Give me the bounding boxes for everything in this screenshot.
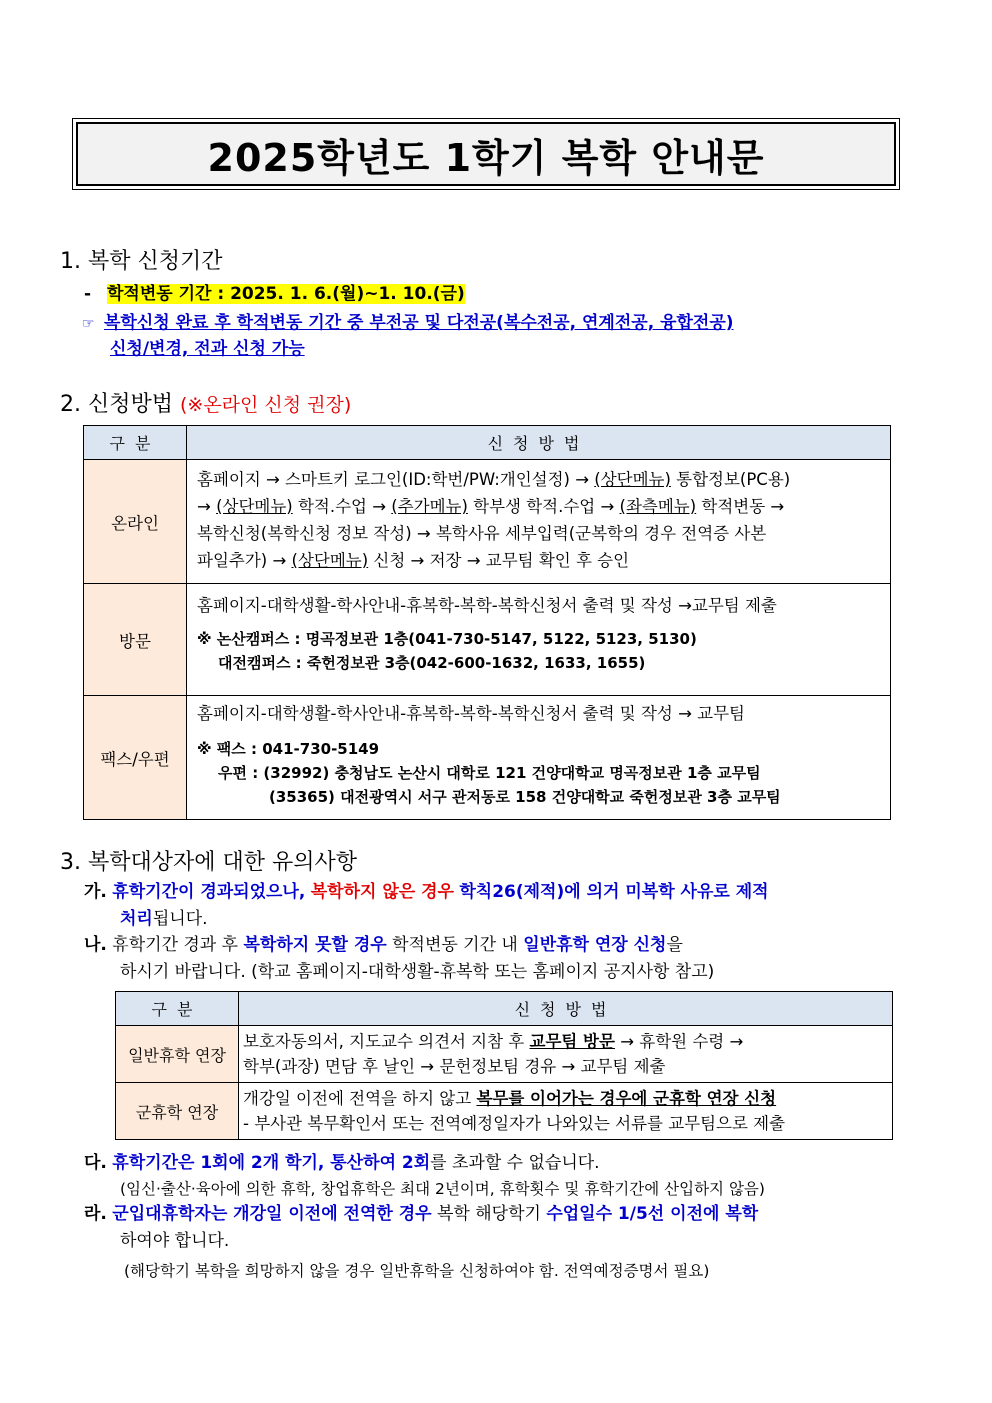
item-da-line1 [84, 1151, 600, 1176]
row-military-label: 군휴학 연장 [116, 1083, 239, 1140]
item-da-note: (임신·출산·육아에 의한 휴학, 창업휴학은 최대 2년이며, 휴학횟수 및 휴학기간에 산입하지 않음) [120, 1180, 765, 1198]
item-ga-p2: 복학하지 않은 경우 [310, 882, 454, 902]
item-ga-p3: 학칙26(제적)에 의거 미복학 사유로 제적 [459, 882, 769, 902]
page-title: 2025학년도 1학기 복학 안내문 [207, 135, 765, 180]
item-ra-p2: 복학 해당학기 [436, 1204, 541, 1224]
item-na-p2: 복학하지 못할 경우 [243, 935, 387, 955]
note-text-1: 복학신청 완료 후 학적변동 기간 중 부전공 및 다전공(복수전공, 연계전공, 융합전공) [103, 313, 734, 333]
online-line-4: 파일추가) → (상단메뉴) 신청 → 저장 → 교무팀 확인 후 승인 [197, 551, 630, 570]
item-ga-line2 [120, 907, 208, 932]
section2-heading-line [60, 391, 351, 419]
fax-sub-1: ※ 팩스 : 041-730-5149 [197, 740, 380, 758]
row-fax-content [187, 696, 891, 820]
general-line-2: 학부(과장) 면담 후 날인 → 문헌정보팀 경유 → 교무팀 제출 [243, 1057, 666, 1076]
online-line-1: 홈페이지 → 스마트키 로그인(ID:학번/PW:개인설정) → (상단메뉴) 통합정보(PC용) [197, 470, 791, 489]
pointing-hand-icon: ☞ [82, 316, 95, 332]
item-ra-note: (해당학기 복학을 희망하지 않을 경우 일반휴학을 신청하여야 함. 전역예정증명서 필요) [124, 1262, 710, 1280]
general-line-1 [243, 1029, 888, 1054]
general-a: 보호자동의서, 지도교수 의견서 지참 후 [243, 1032, 525, 1051]
method-table-col2: 신청방법 [187, 426, 891, 460]
section1-heading: 1. 복학 신청기간 [60, 249, 223, 274]
item-ra-p3: 수업일수 1/5선 이전에 복학 [546, 1204, 759, 1224]
leave-table-col2: 신청방법 [239, 992, 893, 1026]
period-dash: - [84, 284, 92, 304]
military-line-2: - 부사관 복무확인서 또는 전역예정일자가 나와있는 서류를 교무팀으로 제출 [243, 1114, 786, 1133]
method-table [83, 425, 891, 820]
note-text-2: 신청/변경, 전과 신청 가능 [110, 339, 305, 359]
item-ra-line2: 하여야 합니다. [120, 1231, 230, 1251]
section2-heading: 2. 신청방법 [60, 392, 173, 417]
item-na-mark: 나. [84, 935, 107, 955]
visit-line-1: 홈페이지-대학생활-학사안내-휴복학-복학-복학신청서 출력 및 작성 →교무팀 제출 [197, 596, 777, 615]
period-text: 학적변동 기간 : 2025. 1. 6.(월)~1. 10.(금) [106, 284, 465, 304]
section3-heading: 3. 복학대상자에 대한 유의사항 [60, 850, 357, 875]
row-fax-label: 팩스/우편 [84, 696, 187, 820]
item-ra-p1: 군입대휴학자는 개강일 이전에 전역한 경우 [112, 1204, 432, 1224]
method-table-col1: 구분 [84, 426, 187, 460]
general-b: 교무팀 방문 [529, 1032, 615, 1051]
item-ra-line1 [84, 1202, 758, 1227]
item-na-p1: 휴학기간 경과 후 [112, 935, 239, 955]
leave-table [115, 991, 893, 1140]
note-line-1 [82, 311, 734, 337]
item-na-p4: 일반휴학 연장 신청 [523, 935, 667, 955]
period-line [84, 282, 465, 307]
section2-heading-note: (※온라인 신청 권장) [180, 394, 352, 416]
fax-line-1: 홈페이지-대학생활-학사안내-휴복학-복학-복학신청서 출력 및 작성 → 교무팀 [197, 704, 745, 723]
item-ra-mark: 라. [84, 1204, 107, 1224]
row-general-content [239, 1026, 893, 1083]
title-box [72, 118, 900, 190]
row-visit-label: 방문 [84, 584, 187, 696]
visit-sub-1: ※ 논산캠퍼스 : 명곡정보관 1층(041-730-5147, 5122, 5123, 5130) [197, 630, 697, 648]
item-da-p2: 를 초과할 수 없습니다. [430, 1153, 600, 1173]
military-b: 복무를 이어가는 경우에 군휴학 연장 신청 [476, 1089, 777, 1108]
row-visit-content [187, 584, 891, 696]
leave-table-col1: 구분 [116, 992, 239, 1026]
fax-sub-2: 우편 : (32992) 충청남도 논산시 대학로 121 건양대학교 명곡정보관 1층 교무팀 [218, 764, 761, 782]
title-inner [76, 122, 896, 186]
row-online-content [187, 460, 891, 584]
item-ga-p1: 휴학기간이 경과되었으나, [112, 882, 306, 902]
row-military-content [239, 1083, 893, 1140]
item-na-line2: 하시기 바랍니다. (학교 홈페이지-대학생활-휴복학 또는 홈페이지 공지사항 참고) [120, 962, 715, 982]
military-line-1 [243, 1086, 888, 1111]
row-online-label: 온라인 [84, 460, 187, 584]
item-ga-mark: 가. [84, 882, 107, 902]
item-na-line1 [84, 933, 683, 958]
item-ga-p5: 됩니다. [152, 909, 208, 929]
item-ga-line1 [84, 880, 769, 905]
online-line-3: 복학신청(복학신청 정보 작성) → 복학사유 세부입력(군복학의 경우 전역증 사본 [197, 524, 767, 543]
online-line-2: → (상단메뉴) 학적.수업 → (추가메뉴) 학부생 학적.수업 → (좌측메뉴) 학적변동 → [197, 497, 785, 516]
general-c: → 휴학원 수령 → [620, 1032, 744, 1051]
item-na-p3: 학적변동 기간 내 [392, 935, 518, 955]
visit-sub-2: 대전캠퍼스 : 죽헌정보관 3층(042-600-1632, 1633, 1655) [218, 654, 646, 672]
fax-sub-3: (35365) 대전광역시 서구 관저동로 158 건양대학교 죽헌정보관 3층 교무팀 [269, 788, 781, 806]
item-da-p1: 휴학기간은 1회에 2개 학기, 통산하여 2회 [112, 1153, 431, 1173]
military-a: 개강일 이전에 전역을 하지 않고 [243, 1089, 472, 1108]
item-da-mark: 다. [84, 1153, 107, 1173]
item-ga-p4: 처리 [120, 909, 153, 929]
item-na-p5: 을 [666, 935, 683, 955]
row-general-label: 일반휴학 연장 [116, 1026, 239, 1083]
